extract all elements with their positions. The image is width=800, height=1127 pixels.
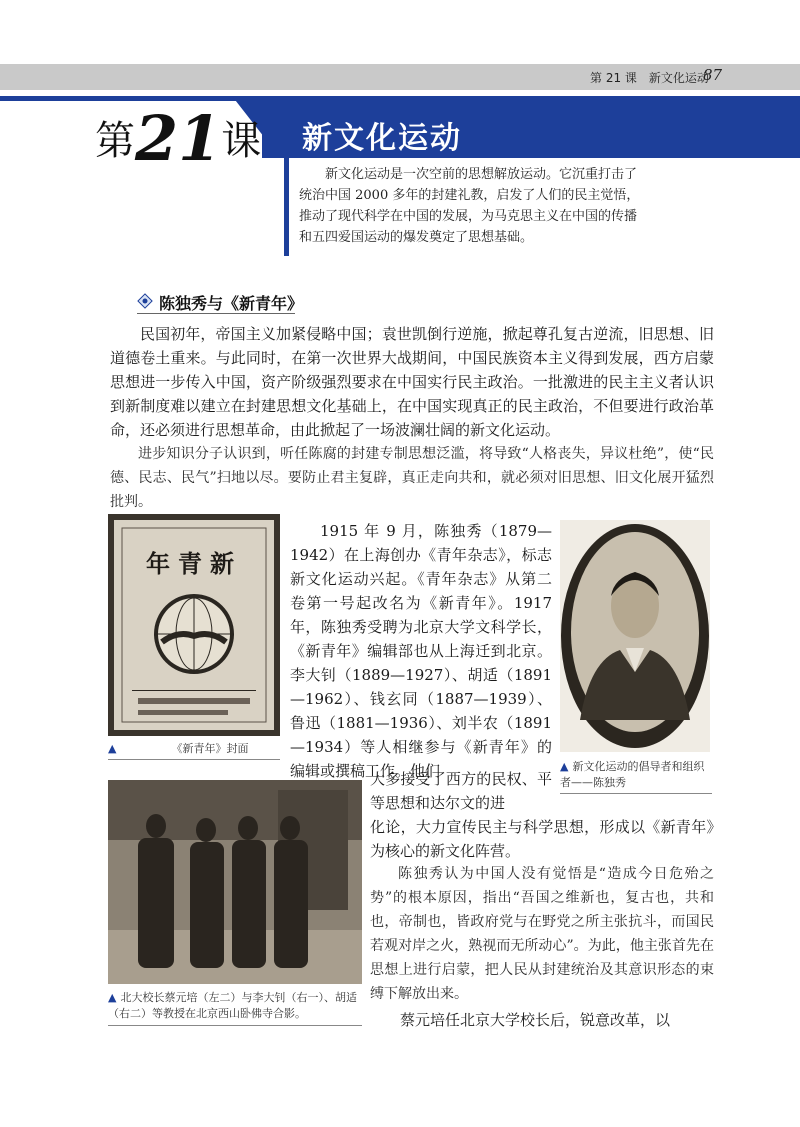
portrait-caption: ▲ 新文化运动的倡导者和组织者——陈独秀 (560, 760, 705, 789)
paragraph: 1915 年 9 月，陈独秀（1879—1942）在上海创办《青年杂志》，标志新文化运动兴起。《青年杂志》从第二卷第一号起改名为《新青年》。1917 年，陈独秀受聘为北京大学文科学长，《新青年》编辑部也从上海迁到北京。李大钊（1889—1927）、胡适（1891—1962）、钱玄同（1887—1939）、鲁迅（1881—1936）、刘半农（1891—1934）等人相继参与《新青年》的编辑或撰稿工作。他们 (290, 522, 552, 780)
caption-rule (108, 759, 280, 760)
cover-title: 年青新 (146, 550, 242, 578)
magazine-cover-image (108, 514, 280, 736)
intro-bar (284, 158, 289, 256)
paragraph-emphasis: 进步知识分子认识到，听任陈腐的封建专制思想泛滥，将导致“人格丧失，异议杜绝”，使“民德、民志、民气”扫地以尽。要防止君主复辟，真正走向共和，就必须对旧思想、旧文化展开猛烈批判。 (110, 446, 714, 510)
magazine-caption: ▲ 《新青年》封面 (108, 742, 249, 755)
caption-rule (560, 793, 712, 794)
page-number: 87 (703, 66, 723, 84)
group-photo-image (108, 780, 362, 984)
diamond-flower-icon (137, 293, 153, 309)
paragraph: 大多接受了西方的民权、平等思想和达尔文的进 (370, 770, 552, 812)
group-photo-caption: ▲ 北大校长蔡元培（左二）与李大钊（右一）、胡适（右二）等教授在北京西山卧佛寺合影。 (108, 991, 357, 1020)
caption-triangle-icon: ▲ (108, 991, 117, 1004)
paragraph: 化论，大力宣传民主与科学思想，形成以《新青年》为核心的新文化阵营。 (370, 818, 714, 860)
paragraph: 民国初年，帝国主义加紧侵略中国；袁世凯倒行逆施，掀起尊孔复古逆流，旧思想、旧道德卷土重来。与此同时，在第一次世界大战期间，中国民族资本主义得到发展，西方启蒙思想进一步传入中国，资产阶级强烈要求在中国实行民主政治。一批激进的民主主义者认识到新制度难以建立在封建思想文化基础上，在中国实现真正的民主政治，不但要进行政治革命，还必须进行思想革命，由此掀起了一场波澜壮阔的新文化运动。 (110, 325, 714, 439)
section-title: 陈独秀与《新青年》 (159, 294, 304, 313)
section-underline (137, 313, 295, 314)
lesson-intro: 新文化运动是一次空前的思想解放运动。它沉重打击了统治中国 2000 多年的封建礼教，启发了人们的民主觉悟，推动了现代科学在中国的发展，为马克思主义在中国的传播和五四爱国运动的爆发奠定了思想基础。 (299, 167, 640, 245)
caption-rule (108, 1025, 362, 1026)
portrait-image (560, 520, 710, 752)
lesson-title: 新文化运动 (302, 121, 462, 156)
caption-triangle-icon: ▲ (108, 742, 117, 755)
paragraph-emphasis: 陈独秀认为中国人没有觉悟是“造成今日危殆之势”的根本原因，指出“吾国之维新也，复古也，共和也，帝制也，皆政府党与在野党之所主张抗斗，而国民若观对岸之火，熟视而无所动心”。为此，他主张首先在思想上进行启蒙，把人民从封建统治及其意识形态的束缚下解放出来。 (370, 866, 714, 1002)
caption-triangle-icon: ▲ (560, 760, 569, 773)
running-title: 第 21 课 新文化运动 (590, 71, 709, 85)
lesson-number: 第21课 (95, 102, 262, 175)
paragraph: 蔡元培任北京大学校长后，锐意改革，以 (400, 1011, 671, 1029)
